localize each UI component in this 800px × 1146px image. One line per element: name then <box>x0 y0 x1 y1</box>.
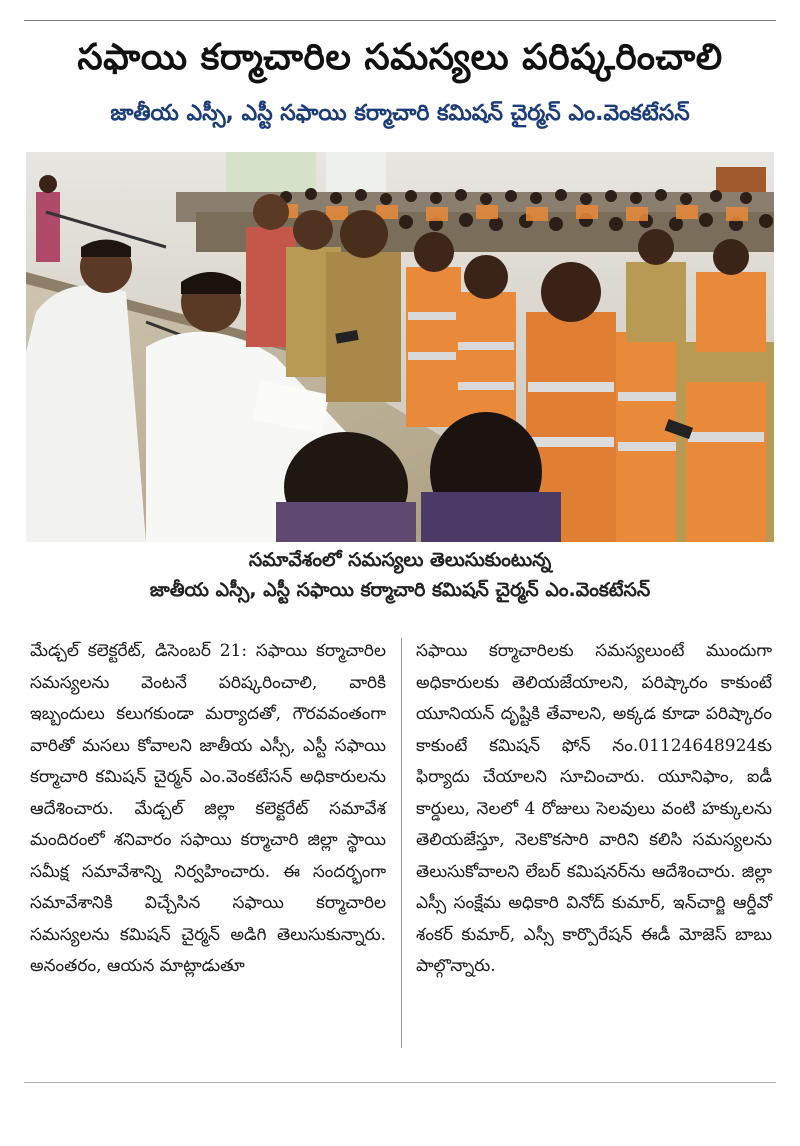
article-body <box>30 636 772 1076</box>
column-2-text: సఫాయి కర్మాచారిలకు సమస్యలుంటే ముందుగా అధికారులకు తెలియజేయాలని, పరిష్కారం కాకుంటే యూనియన్ దృష్టికి తేవాలని, అక్కడ కూడా పరిష్కారం కాకుంటే కమిషన్ ఫోన్ నం.01124648924కు ఫిర్యాదు చేయాలని సూచించారు. యూనిఫాం, ఐడీ కార్డులు, నెలలో 4 రోజులు సెలవులు వంటి హక్కులను తెలియజేస్తూ, నెలకొకసారి వారిని కలిసి సమస్యలను తెలుసుకోవాలని లేబర్ కమిషనర్‌ను ఆదేశించారు. జిల్లా ఎస్సీ సంక్షేమ అధికారి వినోద్ కుమార్, ఇన్‌చార్జి ఆర్డీవో శంకర్ కుమార్, ఎస్సీ కార్పొరేషన్ ఈడీ మోజెస్ బాబు పాల్గొన్నారు. <box>416 641 772 976</box>
top-rule <box>24 20 776 21</box>
caption-line-1: సమావేశంలో సమస్యలు తెలుసుకుంటున్న <box>248 549 552 571</box>
subheadline: జాతీయ ఎస్సీ, ఎస్టీ సఫాయి కర్మాచారి కమిషన్ చైర్మన్ ఎం.వెంకటేసన్ <box>110 101 690 126</box>
news-photo <box>26 152 774 542</box>
column-divider <box>401 638 402 1048</box>
column-1-text: మేడ్చల్ కలెక్టరేట్, డిసెంబర్ 21: సఫాయి కర్మాచారిల సమస్యలను వెంటనే పరిష్కరించాలి, వారికి ఇబ్బందులు కలుగకుండా మర్యాదతో, గౌరవవంతంగా వారితో మసలు కోవాలని జాతీయ ఎస్సీ, ఎస్టీ సఫాయి కర్మాచారి కమిషన్ చైర్మన్ ఎం.వెంకటేసన్ అధికారులను ఆదేశించారు. మేడ్చల్ జిల్లా కలెక్టరేట్ సమావేశ మందిరంలో శనివారం సఫాయి కర్మాచారి జిల్లా స్థాయి సమీక్ష సమావేశాన్ని నిర్వహించారు. ఈ సందర్భంగా సమావేశానికి విచ్చేసిన సఫాయి కర్మాచారిల సమస్యలను కమిషన్ చైర్మన్ అడిగి తెలుసుకున్నారు. అనంతరం, ఆయన మాట్లాడుతూ <box>30 641 386 976</box>
headline: సఫాయి కర్మాచారిల సమస్యలు పరిష్కరించాలి <box>77 37 723 78</box>
article-column-2 <box>416 636 772 1076</box>
article-column-1 <box>30 636 386 1076</box>
bottom-rule <box>24 1082 776 1083</box>
photo-caption <box>24 545 776 605</box>
meeting-photo-illustration <box>26 152 774 542</box>
caption-line-2: జాతీయ ఎస్సీ, ఎస్టీ సఫాయి కర్మాచారి కమిషన్ చైర్మన్ ఎం.వెంకటేసన్ <box>149 579 651 601</box>
